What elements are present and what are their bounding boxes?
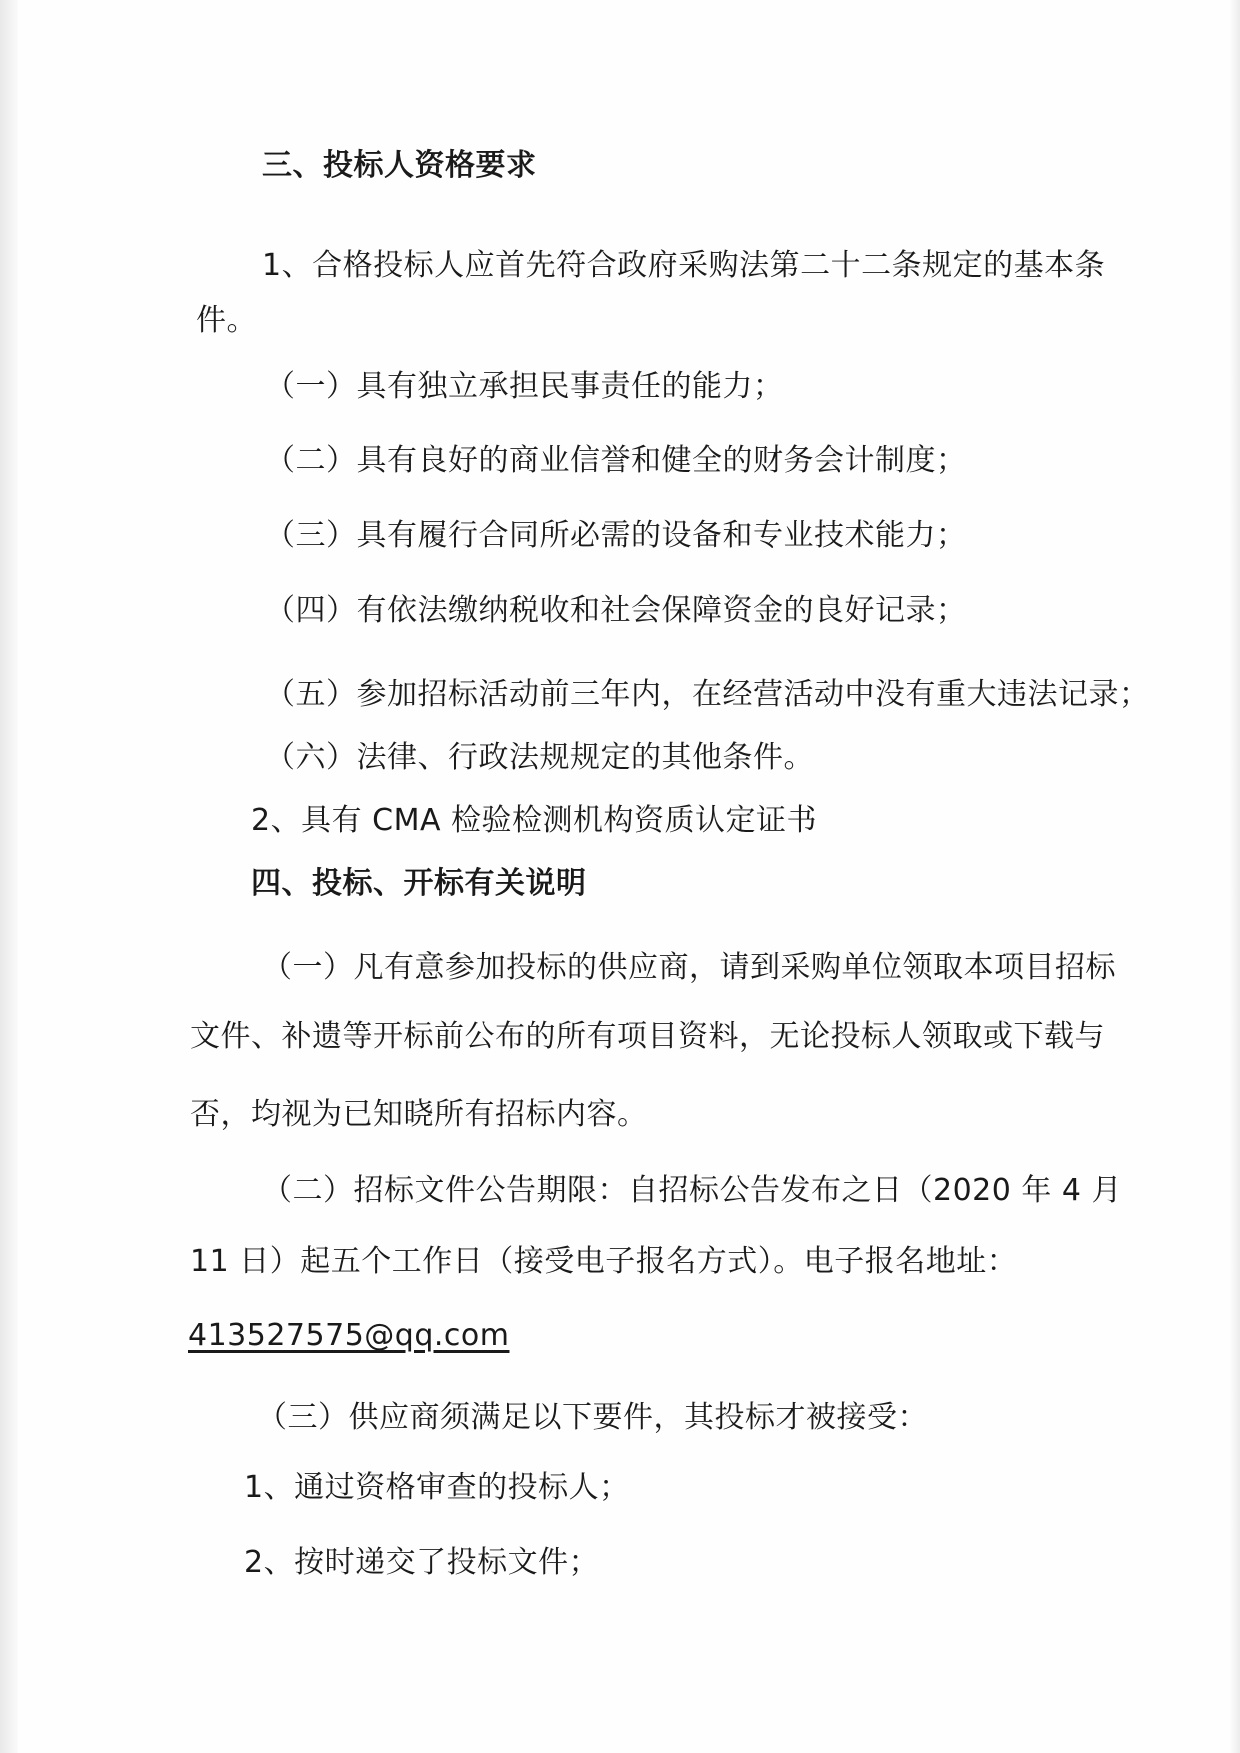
section-3-item-1-line-1: 1、合格投标人应首先符合政府采购法第二十二条规定的基本条 [262,248,1106,283]
section-4-para-1-line-3: 否，均视为已知晓所有招标内容。 [190,1097,648,1132]
section-4-para-1-line-1: （一）凡有意参加投标的供应商，请到采购单位领取本项目招标 [262,950,1116,985]
section-4-para-1-line-2: 文件、补遗等开标前公布的所有项目资料，无论投标人领取或下载与 [190,1019,1105,1054]
section-4-heading: 四、投标、开标有关说明 [251,866,587,901]
condition-2: （二）具有良好的商业信誉和健全的财务会计制度； [265,443,967,478]
condition-1: （一）具有独立承担民事责任的能力； [265,369,784,404]
section-3-item-1-line-2: 件。 [196,303,257,338]
condition-6: （六）法律、行政法规规定的其他条件。 [265,740,814,775]
scan-edge-left [0,0,18,1753]
condition-4: （四）有依法缴纳税收和社会保障资金的良好记录； [265,593,967,628]
section-4-para-2-line-1: （二）招标文件公告期限：自招标公告发布之日（2020 年 4 月 [262,1173,1123,1208]
section-4-para-3: （三）供应商须满足以下要件，其投标才被接受： [257,1400,928,1435]
section-4-para-2-line-2: 11 日）起五个工作日（接受电子报名方式）。电子报名地址： [190,1244,1018,1279]
section-3-item-2: 2、具有 CMA 检验检测机构资质认定证书 [251,803,818,838]
condition-5: （五）参加招标活动前三年内，在经营活动中没有重大违法记录； [265,677,1150,712]
condition-3: （三）具有履行合同所必需的设备和专业技术能力； [265,518,967,553]
section-3-heading: 三、投标人资格要求 [262,148,537,183]
registration-email-link[interactable]: 413527575@qq.com [188,1318,510,1353]
scan-edge-right [1230,0,1240,1753]
requirement-2: 2、按时递交了投标文件； [244,1545,600,1580]
requirement-1: 1、通过资格审查的投标人； [244,1470,630,1505]
